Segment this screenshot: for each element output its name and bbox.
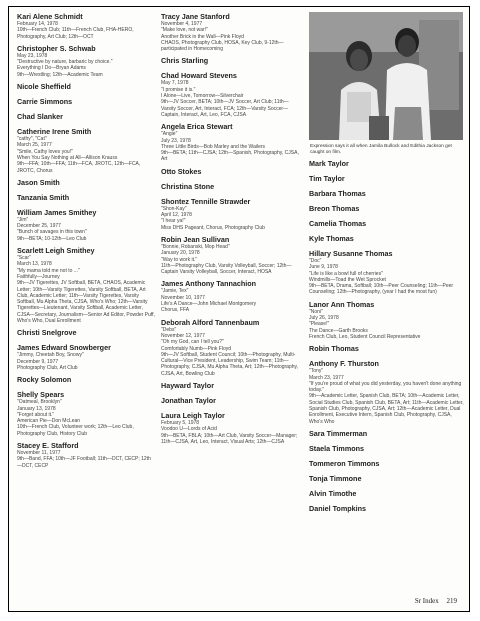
senior-entry bbox=[161, 56, 303, 65]
senior-entry bbox=[17, 246, 155, 324]
senior-details: "Shon-Kay" April 12, 1978 "I hear ya!" Miss DHS Pageant, Chorus, Photography Club bbox=[161, 205, 265, 231]
senior-name: Tanzania Smith bbox=[17, 192, 70, 202]
senior-name: Kyle Thomas bbox=[309, 234, 354, 243]
senior-name: Shelly Spears bbox=[17, 390, 65, 400]
senior-entry bbox=[309, 219, 464, 228]
senior-details: "cathy", "Cat" March 25, 1977 "Smile, Cathy loves you!" When You Say Nothing at All—Allison Krauss 9th—FFA; 10th—FFA; 11th—FCA, JROTC, 12th—FCA, JROTC, Chorus bbox=[17, 136, 141, 174]
senior-name: Anthony F. Thurston bbox=[309, 359, 379, 369]
senior-name: Tonja Timmone bbox=[309, 473, 362, 483]
senior-entry bbox=[309, 359, 464, 425]
senior-name: Alvin Timothe bbox=[309, 488, 357, 498]
senior-name: Shontez Tennille Strawder bbox=[161, 196, 251, 206]
senior-entry bbox=[17, 178, 155, 187]
senior-name: Jonathan Taylor bbox=[161, 395, 216, 405]
senior-name: Laura Leigh Taylor bbox=[161, 410, 225, 420]
senior-entry bbox=[161, 182, 303, 191]
senior-entry bbox=[17, 112, 155, 121]
senior-details: "Tony" March 23, 1977 "If you're proud of what you did yesterday, you haven't done anything today." 9th—Academic Letter, Spanish Club, BETA; 10th—Academic Letter, Social Studies Club, Spanish Club, BETA, Art; 11th—Academic Letter, Spanish Club, Photography, CJSA, Art; 12th—Academic Letter, Dual Enrollment, Executive Intern, Spanish Club, Photography, CJSA, Who's Who bbox=[309, 368, 464, 425]
senior-name: Christina Stone bbox=[161, 181, 215, 191]
senior-name: Otto Stokes bbox=[161, 166, 202, 176]
senior-entry bbox=[17, 328, 155, 337]
senior-name: Mark Taylor bbox=[309, 159, 349, 168]
photo-caption: Expression says it all when Jamila Bullock and Edithia Jackson get caught on film. bbox=[310, 144, 452, 155]
senior-name: Deborah Alford Tannenbaum bbox=[161, 317, 260, 327]
senior-entry bbox=[309, 489, 464, 498]
senior-name: Daniel Tompkins bbox=[309, 503, 366, 513]
senior-details: "Doc" June 9, 1978 "Life is like a bowl full of cherries" Windmills—Toad the Wet Sprocket 9th—BETA, Drama, Softball; 10th—Peer Counseling; 11th—Peer Counseling; 12th—Photography, (year I had the most fun) bbox=[309, 258, 454, 296]
senior-details: November 11, 1977 9th—Band, FFA; 10th—JF Football; 11th—DCT, CECP; 12th—DCT, CECP bbox=[17, 449, 151, 469]
senior-entry bbox=[161, 122, 303, 162]
senior-entry bbox=[17, 12, 155, 40]
senior-details: February 5, 1978 Voodoo U—Lords of Acid 9th—BETA, FBLA; 10th—Art Club, Varsity Soccer—Manager; 11th—CJSA, Art, Leo, Interact, Visual Arts; 12th—CJSA bbox=[161, 419, 298, 445]
senior-name: Jason Smith bbox=[17, 177, 60, 187]
senior-entry bbox=[309, 459, 464, 468]
senior-details: "Noni" July 26, 1978 "Please!" The Dance—Garth Brooks French Club, Leo, Student Council Representative bbox=[309, 308, 421, 340]
senior-details: "Jamie, Tex" November 10, 1977 Life's A Dance—John Michael Montgomery Chorus, FFA bbox=[161, 288, 257, 314]
senior-entry bbox=[17, 44, 155, 78]
senior-entry bbox=[161, 381, 303, 390]
senior-details: November 4, 1977 "Make love, not war!" Another Brick in the Wall—Pink Floyd CHAOS, Photography Club, HOSA, Key Club, 9-12th—participated in Homecoming bbox=[161, 21, 284, 53]
senior-name: Robin Thomas bbox=[309, 344, 359, 354]
page-footer bbox=[409, 597, 457, 605]
senior-entry bbox=[161, 235, 303, 275]
senior-entry bbox=[309, 474, 464, 483]
senior-name: Tim Taylor bbox=[309, 174, 345, 183]
senior-details: "Scar" March 13, 1978 "My mama told me not to ..." Faithfully—Journey 9th—JV Tigerettes, JV Softball, BETA, CHAOS, Academic Letter; 10th—Varsity Tigerettes, Varsity Softball, BETA, Art Club, Academic Letter; 11th—Varsity Tigerettes, Varsity Softball, Mu Alpha Theta, CJSA, Who's Who; 12th—Varsity Tigerettes—Lieutenant, Varsity Softball, Academic Letter, CJSA—Secretary, Journalism—Senior Ad Editor, Powder Puff, Who's Who, Dual Enrollment bbox=[17, 255, 155, 325]
senior-details: "Debs" November 12, 1977 "Oh my God, can I tell you?" Comfortably Numb—Pink Floyd 9th—JV Softball, Student Council; 10th—Photography, Multi-Cultural—Vice President, Leadership, Swim Team; 11th—Photography, CJSA, Mu Alpha Theta, Art; 12th—Photography, CJSA, Art, Bowling Club bbox=[161, 326, 299, 377]
senior-name: Rocky Solomon bbox=[17, 375, 72, 385]
senior-details: "Oatmeal, Brooklyn" January 13, 1978 "Forget about it." American Pie—Don McLean 10th—French Club, Volunteer work; 12th—Leo Club, Photography Club, History Club bbox=[17, 399, 134, 437]
senior-entry bbox=[161, 279, 303, 313]
senior-entry bbox=[161, 411, 303, 445]
senior-entry bbox=[17, 390, 155, 437]
senior-entry bbox=[161, 167, 303, 176]
senior-entry bbox=[161, 71, 303, 118]
senior-name: James Edward Snowberger bbox=[17, 343, 111, 353]
senior-name: Chad Howard Stevens bbox=[161, 71, 237, 81]
senior-name: Breon Thomas bbox=[309, 204, 360, 213]
yearbook-page bbox=[8, 6, 470, 612]
senior-details: "Jim" December 25, 1977 "Bunch of savages in this town" 9th—BETA; 10-12th—Leo Club bbox=[17, 216, 87, 242]
senior-entry bbox=[309, 504, 464, 513]
senior-name: Tracy Jane Stanford bbox=[161, 12, 230, 21]
senior-entry bbox=[17, 343, 155, 371]
senior-entry bbox=[17, 97, 155, 106]
senior-entry bbox=[309, 344, 464, 353]
senior-name: Angela Erica Stewart bbox=[161, 122, 233, 132]
senior-entry bbox=[161, 396, 303, 405]
senior-name: Nicole Sheffield bbox=[17, 82, 71, 92]
senior-name: Staela Timmons bbox=[309, 443, 364, 453]
senior-entry bbox=[17, 208, 155, 242]
senior-name: Christi Snelgrove bbox=[17, 328, 77, 338]
candid-photo bbox=[309, 12, 463, 140]
senior-name: Hayward Taylor bbox=[161, 380, 214, 390]
senior-entry bbox=[309, 159, 464, 168]
senior-name: James Anthony Tannachion bbox=[161, 279, 257, 289]
footer-section-label: Sr Index bbox=[414, 597, 439, 605]
senior-entry bbox=[309, 204, 464, 213]
senior-entry bbox=[17, 82, 155, 91]
senior-name: Barbara Thomas bbox=[309, 189, 366, 198]
senior-details: "Angie" July 23, 1978 Three Little Birds—Bob Marley and the Wailers 9th—BETA; 11th—CJSA; 12th—Spanish, Photography, CJSA, Art bbox=[161, 131, 299, 163]
senior-details: May 23, 1978 "Destructive by nature, barbaric by choice." Everything I Do—Bryan Adams 9th—Wrestling; 12th—Academic Team bbox=[17, 52, 113, 78]
senior-details: February 14, 1978 10th—French Club; 11th—French Club, FHA-HERO, Photography, Art Club; 12th—OCT bbox=[17, 21, 134, 40]
senior-entry bbox=[17, 193, 155, 202]
senior-entry bbox=[309, 174, 464, 183]
senior-details: "Jimmy, Cheetah Boy, Snowy" December 9, 1977 Photography Club, Art Club bbox=[17, 352, 84, 371]
senior-name: Tommeron Timmons bbox=[309, 458, 380, 468]
senior-name: Chris Starling bbox=[161, 56, 209, 66]
senior-entry bbox=[161, 318, 303, 377]
senior-entry bbox=[161, 12, 303, 52]
senior-details: May 7, 1978 "I promise it is." I Alone—Live, Tomorrow—Silverchair 9th—JV Soccer, BETA; 10th—JV Soccer, Art Club; 11th—Varsity Soccer, Art, Interact, FCA; 12th—Varsity Soccer—Captain, Interact, Art, Leo, FCA, CJSA bbox=[161, 80, 289, 118]
senior-entry bbox=[309, 234, 464, 243]
senior-index-column-2 bbox=[161, 12, 303, 449]
senior-entry bbox=[309, 429, 464, 438]
senior-name: Chad Slanker bbox=[17, 112, 63, 122]
page-number: 219 bbox=[446, 597, 457, 605]
senior-name: William James Smithey bbox=[17, 207, 97, 217]
senior-name: Lanor Ann Thomas bbox=[309, 299, 375, 309]
senior-name: Robin Jean Sullivan bbox=[161, 234, 230, 244]
senior-name: Camelia Thomas bbox=[309, 219, 367, 228]
senior-entry bbox=[309, 249, 464, 296]
senior-name: Stacey E. Stafford bbox=[17, 440, 79, 450]
senior-entry bbox=[309, 444, 464, 453]
senior-name: Scarlett Leigh Smithey bbox=[17, 246, 95, 256]
senior-entry bbox=[161, 197, 303, 231]
senior-name: Kari Alene Schmidt bbox=[17, 12, 83, 21]
senior-name: Catherine Irene Smith bbox=[17, 127, 92, 137]
senior-entry bbox=[17, 127, 155, 174]
photo-illustration bbox=[309, 12, 463, 140]
senior-entry bbox=[17, 375, 155, 384]
senior-index-column-3 bbox=[309, 159, 464, 519]
senior-name: Christopher S. Schwab bbox=[17, 43, 96, 53]
senior-details: "Bonnie, Robanski, Mop Head" January 20, 1978 "Way to work it." 11th—Photography Club, Varsity Volleyball, Soccer; 12th—Captain Varsity Volleyball, Soccer, Interact, HOSA bbox=[161, 243, 292, 276]
senior-name: Carrie Simmons bbox=[17, 97, 73, 107]
senior-entry bbox=[309, 300, 464, 340]
senior-entry bbox=[17, 441, 155, 469]
senior-name: Sara Timmerman bbox=[309, 428, 368, 438]
senior-entry bbox=[309, 189, 464, 198]
senior-name: Hillary Susanne Thomas bbox=[309, 249, 393, 258]
senior-index-column-1 bbox=[17, 12, 155, 473]
